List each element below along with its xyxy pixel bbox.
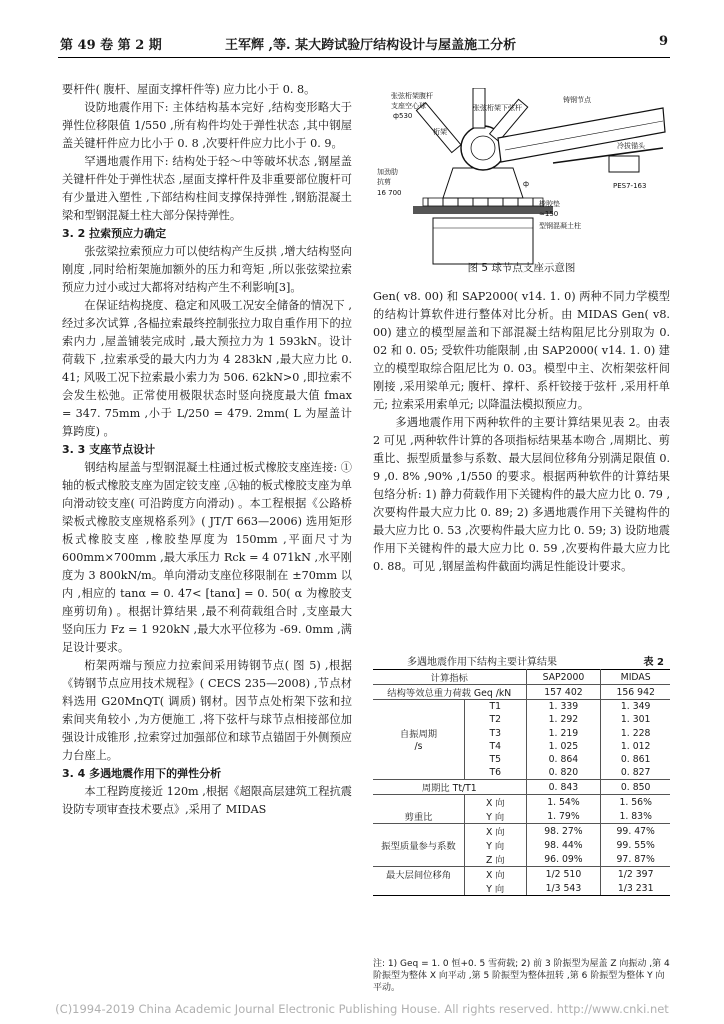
table-cell-sub: T4	[465, 740, 527, 753]
table-cell-b: 1. 83%	[601, 809, 670, 824]
table-row	[373, 852, 670, 867]
table-cell-b: 0. 827	[601, 766, 670, 780]
table-cell-group: /s	[373, 740, 465, 753]
table-row	[373, 838, 670, 852]
table-body	[373, 685, 670, 896]
table-note: 注: 1) Geq = 1. 0 恒+0. 5 雪荷载; 2) 前 3 阶振型为屋盖 Z 向振动 ,第 4 阶振型为整体 X 向平动 ,第 5 阶振型为整体扭转 ,第 6 阶振型为整体 Y 向平动。	[373, 959, 670, 993]
table-row	[373, 685, 670, 700]
table-caption-row	[373, 653, 670, 669]
figure-caption: 图 5 球节点支座示意图	[467, 262, 576, 274]
label-pes: PES7-163	[613, 182, 647, 190]
table-cell-group	[373, 700, 465, 714]
table-cell-b: 97. 87%	[601, 852, 670, 867]
table-cell-b: 99. 47%	[601, 824, 670, 839]
label-steel-column: 型钢混凝土柱	[539, 222, 581, 230]
left-paragraph: 在保证结构挠度、稳定和风吸工况安全储备的情况下 ,经过多次试算 ,各榀拉索最终控制张拉力取自重作用下的拉索内力 ,屋盖铺装完成时 ,最大预拉力为 1 593kN。设计荷载下 ,拉索承受的最大内力为 4 283kN ,最大应力比 0. 41; 风吸工况下拉索最小索力为 506. 62kN>0 ,即拉索不会发生松弛。正常使用极限状态时竖向挠度最大值 fmax = 347. 75mm ,小于 L/250 = 479. 2mm( L 为屋盖计算跨度) 。	[62, 299, 352, 438]
left-paragraph: 罕遇地震作用下: 结构处于轻～中等破坏状态 ,钢屋盖关键杆件处于弹性状态 ,屋面支撑杆件及非重要部位腹杆可有少量进入塑性 ,下部结构柱间支撑保持弹性 ,钢筋混凝土梁和型钢混凝土柱大部分保持弹性。	[62, 155, 352, 222]
table-cell-a: 98. 27%	[526, 824, 601, 839]
table-cell-group: 振型质量参与系数	[373, 838, 465, 852]
table-row	[373, 700, 670, 714]
table-cell-group	[373, 881, 465, 896]
table-cell-group	[373, 753, 465, 766]
right-text-column	[373, 288, 670, 576]
table-cell-sub: X 向	[465, 795, 527, 810]
base-plate	[413, 206, 553, 214]
table-cell-group: 结构等效总重力荷载 Geq /kN	[373, 685, 526, 700]
label-truss-ball: 桁架	[433, 128, 447, 136]
cable	[553, 148, 663, 163]
page-number: 9	[658, 34, 668, 49]
table-cell-group	[373, 713, 465, 726]
label-d530: ф530	[393, 112, 413, 120]
table-cell-sub: T5	[465, 753, 527, 766]
figure-5-ball-joint-support	[373, 88, 670, 266]
table-cell-b: 156 942	[601, 685, 670, 700]
table-cell-sub: T3	[465, 726, 527, 740]
table-caption: 多遇地震作用下结构主要计算结果	[407, 657, 557, 668]
table-cell-sub: T6	[465, 766, 527, 780]
table-cell-b: 0. 861	[601, 753, 670, 766]
table-cell-a: 1. 025	[526, 740, 601, 753]
table-cell-group: 自振周期	[373, 726, 465, 740]
label-stiffener: 加劲肋	[377, 168, 398, 176]
journal-volume: 第 49 卷 第 2 期	[60, 38, 162, 53]
anchor-head	[609, 156, 639, 172]
ball-inner	[471, 136, 495, 160]
table-header-cell: MIDAS	[601, 670, 670, 685]
table-cell-a: 1. 219	[526, 726, 601, 740]
table-cell-a: 0. 864	[526, 753, 601, 766]
table-cell-a: 96. 09%	[526, 852, 601, 867]
table-cell-sub: Y 向	[465, 881, 527, 896]
label-ball-name: 铸钢节点	[563, 96, 591, 104]
table-cell-group	[373, 795, 465, 810]
table-cell-group: 周期比 Tt/T1	[373, 780, 526, 795]
left-heading: 3. 3 支座节点设计	[62, 443, 156, 456]
rubber-pad	[423, 198, 543, 206]
support-pedestal	[443, 168, 523, 198]
left-text-column	[62, 81, 352, 819]
label-prestress-bottom: 张弦桁架下弦杆	[473, 104, 522, 112]
table-cell-group: 剪重比	[373, 809, 465, 824]
table-cell-a: 1. 79%	[526, 809, 601, 824]
table-row	[373, 766, 670, 780]
label-tension-web: 张弦桁架腹杆	[391, 92, 433, 100]
label-d150: ≈150	[539, 210, 559, 218]
table-row	[373, 753, 670, 766]
table-cell-a: 0. 820	[526, 766, 601, 780]
table-cell-b: 1. 349	[601, 700, 670, 714]
table-cell-a: 0. 843	[526, 780, 601, 795]
left-paragraph: 张弦梁拉索预应力可以使结构产生反拱 ,增大结构竖向刚度 ,同时给桁架施加额外的压力和弯矩 ,所以张弦梁拉索预应力过小或过大都将对结构产生不利影响[3]。	[62, 245, 352, 294]
table-cell-a: 1. 339	[526, 700, 601, 714]
bottom-chord	[498, 108, 665, 162]
table-row	[373, 881, 670, 896]
table-row	[373, 867, 670, 882]
left-heading: 3. 4 多遇地震作用下的弹性分析	[62, 767, 222, 780]
concrete-column	[433, 218, 533, 264]
table-row	[373, 780, 670, 795]
table-cell-sub: X 向	[465, 824, 527, 839]
table-cell-b: 0. 850	[601, 780, 670, 795]
table-cell-b: 99. 55%	[601, 838, 670, 852]
table-row	[373, 795, 670, 810]
table-header-cell: 计算指标	[373, 670, 526, 685]
label-rubber: 橡胶垫	[539, 200, 560, 208]
table-cell-b: 1. 228	[601, 726, 670, 740]
left-paragraph: 本工程跨度接近 120m ,根据《超限高层建筑工程抗震设防专项审查技术要点》,采用了 MIDAS	[62, 785, 352, 816]
table-row	[373, 809, 670, 824]
table-cell-group	[373, 766, 465, 780]
table-number: 表 2	[643, 657, 664, 668]
header-rule	[58, 57, 670, 58]
right-paragraph: Gen( v8. 00) 和 SAP2000( v14. 1. 0) 两种不同力学模型的结构计算软件进行整体对比分析。由 MIDAS Gen( v8. 00) 建立的模型屋盖和下部混凝土结构阻尼比分别取为 0. 02 和 0. 05; 受软件功能限制 ,由 SAP2000( v14. 1. 0) 建立的模型取综合阻尼比为 0. 03。模型中主、次桁架弦杆间刚接 ,采用梁单元; 腹杆、撑杆、系杆铰接于弦杆 ,采用杆单元; 拉索采用索单元; 以降温法模拟预应力。	[373, 290, 670, 411]
table-cell-b: 1. 301	[601, 713, 670, 726]
table-cell-a: 157 402	[526, 685, 601, 700]
table-cell-sub: Y 向	[465, 809, 527, 824]
table-cell-b: 1/3 231	[601, 881, 670, 896]
label-cold-drawn: 冷拔锚头	[617, 142, 645, 150]
table-cell-sub: T2	[465, 713, 527, 726]
table-cell-a: 98. 44%	[526, 838, 601, 852]
results-table	[373, 669, 670, 896]
table-cell-b: 1. 56%	[601, 795, 670, 810]
label-bearing: 抗剪	[377, 178, 391, 186]
label-neg: ф	[523, 180, 529, 188]
table-cell-sub: Z 向	[465, 852, 527, 867]
table-cell-a: 1/3 543	[526, 881, 601, 896]
left-paragraph: 设防地震作用下: 主体结构基本完好 ,结构变形略大于弹性位移限值 1/550 ,所有构件均处于弹性状态 ,其中钢屋盖关键杆件应力比小于 0. 8 ,次要杆件应力比小于 0. 9。	[62, 101, 352, 150]
table-cell-a: 1. 54%	[526, 795, 601, 810]
right-paragraph: 多遇地震作用下两种软件的主要计算结果见表 2。由表 2 可见 ,两种软件计算的各项指标结果基本吻合 ,周期比、剪重比、振型质量参与系数、最大层间位移角分别满足限值 0. 9 ,0. 8% ,90% ,1/550 的要求。根据两种软件的计算结果包络分析: 1) 静力荷载作用下关键构件的最大应力比 0. 79 ,次要构件最大应力比 0. 89; 2) 多遇地震作用下关键构件的最大应力比 0. 53 ,次要构件最大应力比 0. 59; 3) 设防地震作用下关键构件的最大应力比 0. 59 ,次要构件最大应力比 0. 88。可见 ,钢屋盖构件截面均满足性能设计要求。	[373, 416, 670, 573]
table-cell-a: 1. 292	[526, 713, 601, 726]
left-paragraph: 要杆件( 腹杆、屋面支撑杆件等) 应力比小于 0. 8。	[62, 83, 316, 96]
table-row	[373, 726, 670, 740]
label-support-center: 支座空心球	[391, 102, 426, 110]
table-cell-b: 1. 012	[601, 740, 670, 753]
copyright-footer: (C)1994-2019 China Academic Journal Electronic Publishing House. All rights reserved. http://www.cnki.net	[55, 1002, 669, 1016]
table-cell-group	[373, 824, 465, 839]
article-title: 王军辉 ,等. 某大跨试验厅结构设计与屋盖施工分析	[225, 38, 517, 53]
left-heading: 3. 2 拉索预应力确定	[62, 227, 167, 240]
table-cell-a: 1/2 510	[526, 867, 601, 882]
table-cell-group	[373, 852, 465, 867]
label-l16: 16 700	[377, 189, 402, 197]
table-cell-b: 1/2 397	[601, 867, 670, 882]
table-row	[373, 740, 670, 753]
running-header	[60, 34, 670, 56]
table-row	[373, 713, 670, 726]
table-header-cell: SAP2000	[526, 670, 601, 685]
table-cell-sub: T1	[465, 700, 527, 714]
table-cell-group: 最大层间位移角	[373, 867, 465, 882]
table-row	[373, 824, 670, 839]
table-cell-sub: Y 向	[465, 838, 527, 852]
table-cell-sub: X 向	[465, 867, 527, 882]
left-paragraph: 钢结构屋盖与型钢混凝土柱通过板式橡胶支座连接: ①轴的板式橡胶支座为固定铰支座 ,Ⓐ轴的板式橡胶支座为单向滑动铰支座( 可沿跨度方向滑动) 。本工程根据《公路桥梁板式橡胶支座规格系列》( JT/T 663—2006) 选用矩形板式橡胶支座 ,橡胶垫厚度为 150mm ,平面尺寸为 600mm×700mm ,最大承压力 Rck = 4 071kN ,水平刚度为 3 800kN/m。单向滑动支座位移限制在 ±70mm 以内 ,相应的 tanα = 0. 47< [tanα] = 0. 50( α 为橡胶支座剪切角) 。根据计算结果 ,最不利荷载组合时 ,支座最大竖向压力 Fz = 1 920kN ,最大水平位移为 -69. 0mm ,满足设计要求。	[62, 461, 352, 654]
left-paragraph: 桁架两端与预应力拉索间采用铸钢节点( 图 5) ,根据《铸钢节点应用技术规程》( CECS 235—2008) ,节点材料选用 G20MnQT( 调质) 钢材。因节点处桁架下弦和拉索间夹角较小 ,为方便施工 ,将下弦杆与球节点相接部位加强设计成锥形 ,拉索穿过加强部位和球节点锚固于外侧预应力台座上。	[62, 659, 352, 762]
